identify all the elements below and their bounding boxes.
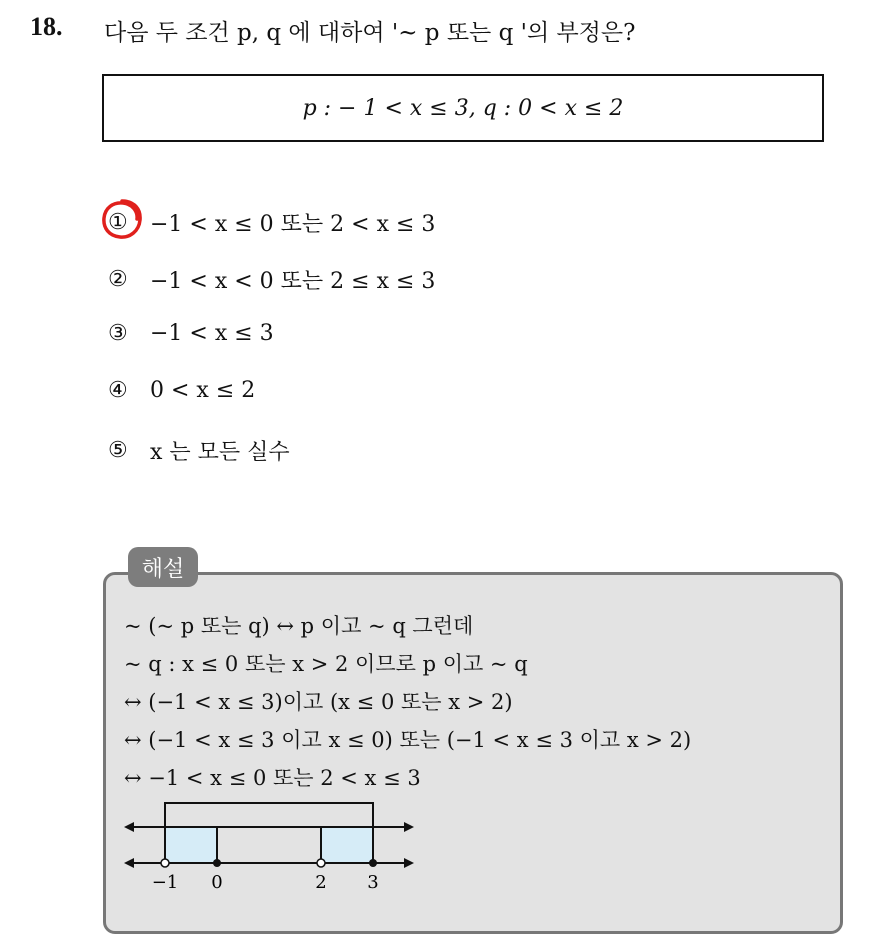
- choice-1-text: −1 < x ≤ 0 또는 2 < x ≤ 3: [150, 212, 436, 237]
- question-number: 18.: [30, 12, 63, 41]
- number-line-diagram: [120, 795, 420, 895]
- point-2-open: [317, 859, 325, 867]
- tick-label-3: 3: [367, 872, 379, 893]
- tick-label-minus1: −1: [151, 872, 179, 893]
- point-3-closed: [369, 859, 377, 867]
- point-minus1-open: [161, 859, 169, 867]
- solution-line-1: ~ (~ p 또는 q) ↔ p 이고 ~ q 그런데: [124, 614, 474, 638]
- choice-2[interactable]: [108, 264, 435, 295]
- upper-right-arrow-icon: [404, 822, 414, 832]
- main-right-arrow-icon: [404, 858, 414, 868]
- question-text: 다음 두 조건 p, q 에 대하여 '~ p 또는 q '의 부정은?: [104, 20, 636, 46]
- condition-box: [102, 74, 824, 142]
- choice-5-number: ⑤: [108, 438, 128, 463]
- answer-mark-icon: [100, 197, 144, 241]
- choice-4[interactable]: [108, 378, 255, 403]
- tick-label-2: 2: [315, 872, 327, 893]
- solution-tag: 해설: [128, 547, 198, 587]
- solution-line-3: ↔ (−1 < x ≤ 3)이고 (x ≤ 0 또는 x > 2): [124, 690, 513, 714]
- choice-3-number: ③: [108, 321, 128, 346]
- solution-line-5: ↔ −1 < x ≤ 0 또는 2 < x ≤ 3: [124, 766, 421, 790]
- region-b: [321, 827, 373, 863]
- choice-1[interactable]: [108, 207, 435, 238]
- point-0-closed: [213, 859, 221, 867]
- condition-text: p : − 1 < x ≤ 3, q : 0 < x ≤ 2: [302, 95, 624, 121]
- main-left-arrow-icon: [124, 858, 134, 868]
- choice-5-text: x 는 모든 실수: [150, 440, 290, 465]
- choice-2-text: −1 < x < 0 또는 2 ≤ x ≤ 3: [150, 269, 436, 294]
- upper-left-arrow-icon: [124, 822, 134, 832]
- region-a: [165, 827, 217, 863]
- choice-4-text: 0 < x ≤ 2: [150, 378, 256, 403]
- solution-line-2: ~ q : x ≤ 0 또는 x > 2 이므로 p 이고 ~ q: [124, 652, 528, 676]
- choice-4-number: ④: [108, 378, 128, 403]
- choice-2-number: ②: [108, 267, 128, 292]
- choice-5[interactable]: [108, 435, 290, 466]
- choice-3[interactable]: [108, 321, 274, 346]
- choice-3-text: −1 < x ≤ 3: [150, 321, 274, 346]
- tick-label-0: 0: [211, 872, 223, 893]
- solution-line-4: ↔ (−1 < x ≤ 3 이고 x ≤ 0) 또는 (−1 < x ≤ 3 이고 x > 2): [124, 728, 692, 752]
- choice-1-number: ①: [108, 210, 128, 235]
